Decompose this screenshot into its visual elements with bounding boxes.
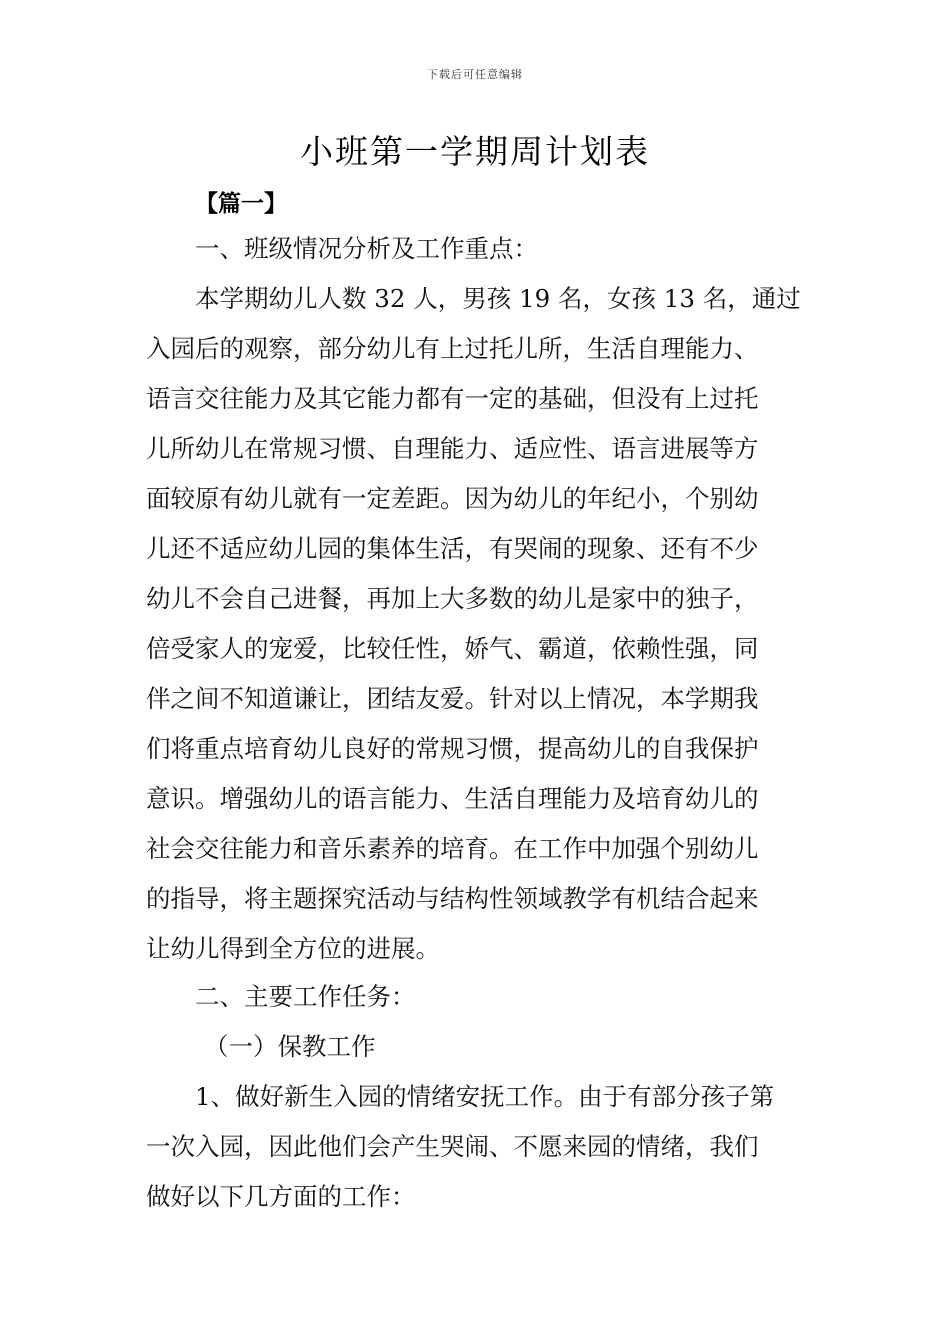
paragraph-line: 幼儿不会自己进餐，再加上大多数的幼儿是家中的独子， bbox=[146, 584, 759, 613]
paragraph-line: 一次入园，因此他们会产生哭闹、不愿来园的情绪，我们 bbox=[146, 1132, 759, 1161]
paragraph-line: 1、做好新生入园的情绪安抚工作。由于有部分孩子第 bbox=[195, 1082, 775, 1111]
paragraph-line: 儿所幼儿在常规习惯、自理能力、适应性、语言进展等方 bbox=[146, 434, 759, 463]
paragraph-line: 儿还不适应幼儿园的集体生活，有哭闹的现象、还有不少 bbox=[146, 534, 759, 563]
subsection-heading-care-education: （一）保教工作 bbox=[204, 1032, 376, 1061]
paragraph-line: 本学期幼儿人数 32 人，男孩 19 名，女孩 13 名，通过 bbox=[195, 284, 801, 313]
paragraph-line: 社会交往能力和音乐素养的培育。在工作中加强个别幼儿 bbox=[146, 834, 759, 863]
section-heading-class-analysis: 一、班级情况分析及工作重点： bbox=[195, 234, 538, 263]
document-title: 小班第一学期周计划表 bbox=[300, 132, 650, 171]
paragraph-line: 语言交往能力及其它能力都有一定的基础，但没有上过托 bbox=[146, 384, 759, 413]
paragraph-line: 们将重点培育幼儿良好的常规习惯，提高幼儿的自我保护 bbox=[146, 734, 759, 763]
paragraph-line: 面较原有幼儿就有一定差距。因为幼儿的年纪小，个别幼 bbox=[146, 484, 759, 513]
paragraph-new-students bbox=[146, 1072, 806, 1222]
paragraph-line: 入园后的观察，部分幼儿有上过托儿所，生活自理能力、 bbox=[146, 334, 759, 363]
paragraph-line: 伴之间不知道谦让，团结友爱。针对以上情况，本学期我 bbox=[146, 684, 759, 713]
section-heading-main-tasks: 二、主要工作任务： bbox=[195, 982, 416, 1011]
paragraph-line: 倍受家人的宠爱，比较任性，娇气、霸道，依赖性强，同 bbox=[146, 634, 759, 663]
paragraph-line: 让幼儿得到全方位的进展。 bbox=[146, 934, 440, 963]
paragraph-line: 意识。增强幼儿的语言能力、生活自理能力及培育幼儿的 bbox=[146, 784, 759, 813]
paragraph-line: 做好以下几方面的工作： bbox=[146, 1182, 416, 1211]
paragraph-class-analysis bbox=[146, 274, 806, 974]
paragraph-line: 的指导，将主题探究活动与结构性领域教学有机结合起来 bbox=[146, 884, 759, 913]
header-note: 下载后可任意编辑 bbox=[427, 68, 523, 81]
section-tag: 【篇一】 bbox=[195, 191, 287, 217]
